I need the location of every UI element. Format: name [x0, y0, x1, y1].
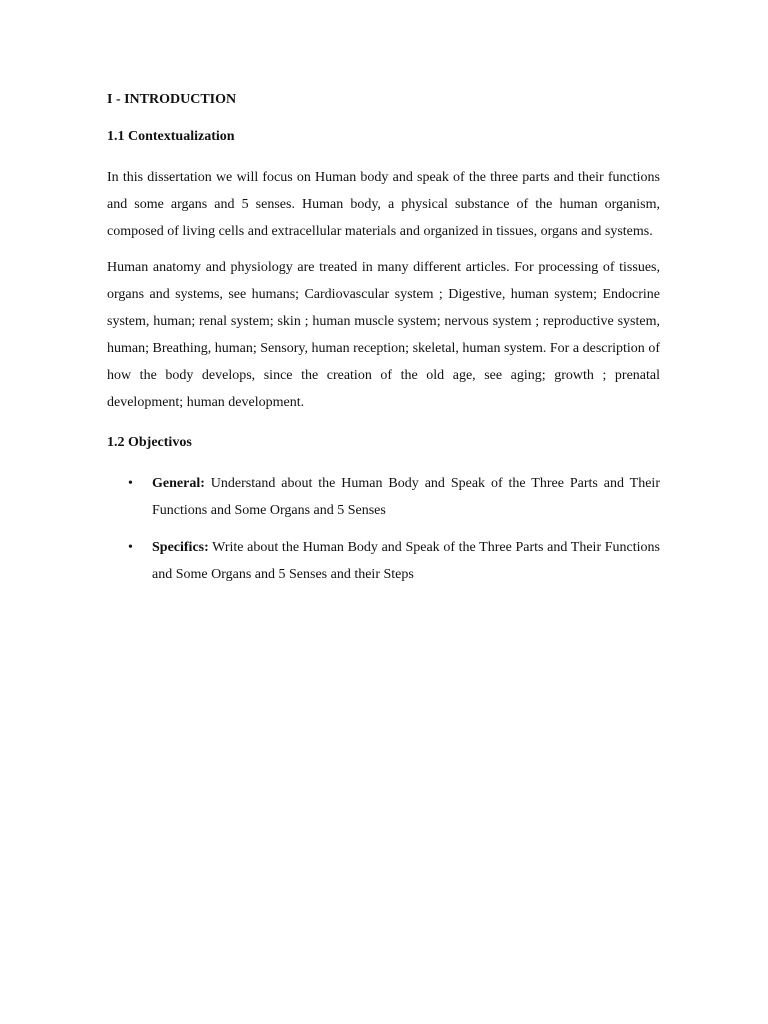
- subsection-title-objectivos: 1.2 Objectivos: [107, 435, 192, 450]
- list-item-general: [107, 470, 660, 524]
- paragraph-anatomy: Human anatomy and physiology are treated in many different articles. For processing of tissues, organs and systems, see humans; Cardiovascular system ; Digestive, human system; Endocrine system, human; renal system; skin ; human muscle system; nervous system ; reproductive system, human; Breathing, human; Sensory, human reception; skeletal, human system. For a description of how the body develops, since the creation of the old age, see aging; growth ; prenatal development; human development.: [107, 260, 660, 410]
- objective-text-general: Understand about the Human Body and Speak of the Three Parts and Their Functions and Some Organs and 5 Senses: [152, 476, 660, 518]
- paragraph-intro: In this dissertation we will focus on Human body and speak of the three parts and their functions and some argans and 5 senses. Human body, a physical substance of the human organism, composed of living cells and extracellular materials and organized in tissues, organs and systems.: [107, 170, 660, 239]
- document-page: [107, 90, 660, 598]
- list-item-specifics: [107, 534, 660, 588]
- bullet-icon: •: [128, 476, 133, 491]
- bullet-icon: •: [128, 540, 133, 555]
- section-title: I - INTRODUCTION: [107, 92, 237, 107]
- objective-text-specifics: Write about the Human Body and Speak of the Three Parts and Their Functions and Some Organs and 5 Senses and their Steps: [152, 540, 660, 582]
- objective-label-general: General:: [152, 476, 205, 491]
- objectives-list: [107, 470, 660, 588]
- subsection-title-contextualization: 1.1 Contextualization: [107, 129, 235, 144]
- objective-label-specifics: Specifics:: [152, 540, 209, 555]
